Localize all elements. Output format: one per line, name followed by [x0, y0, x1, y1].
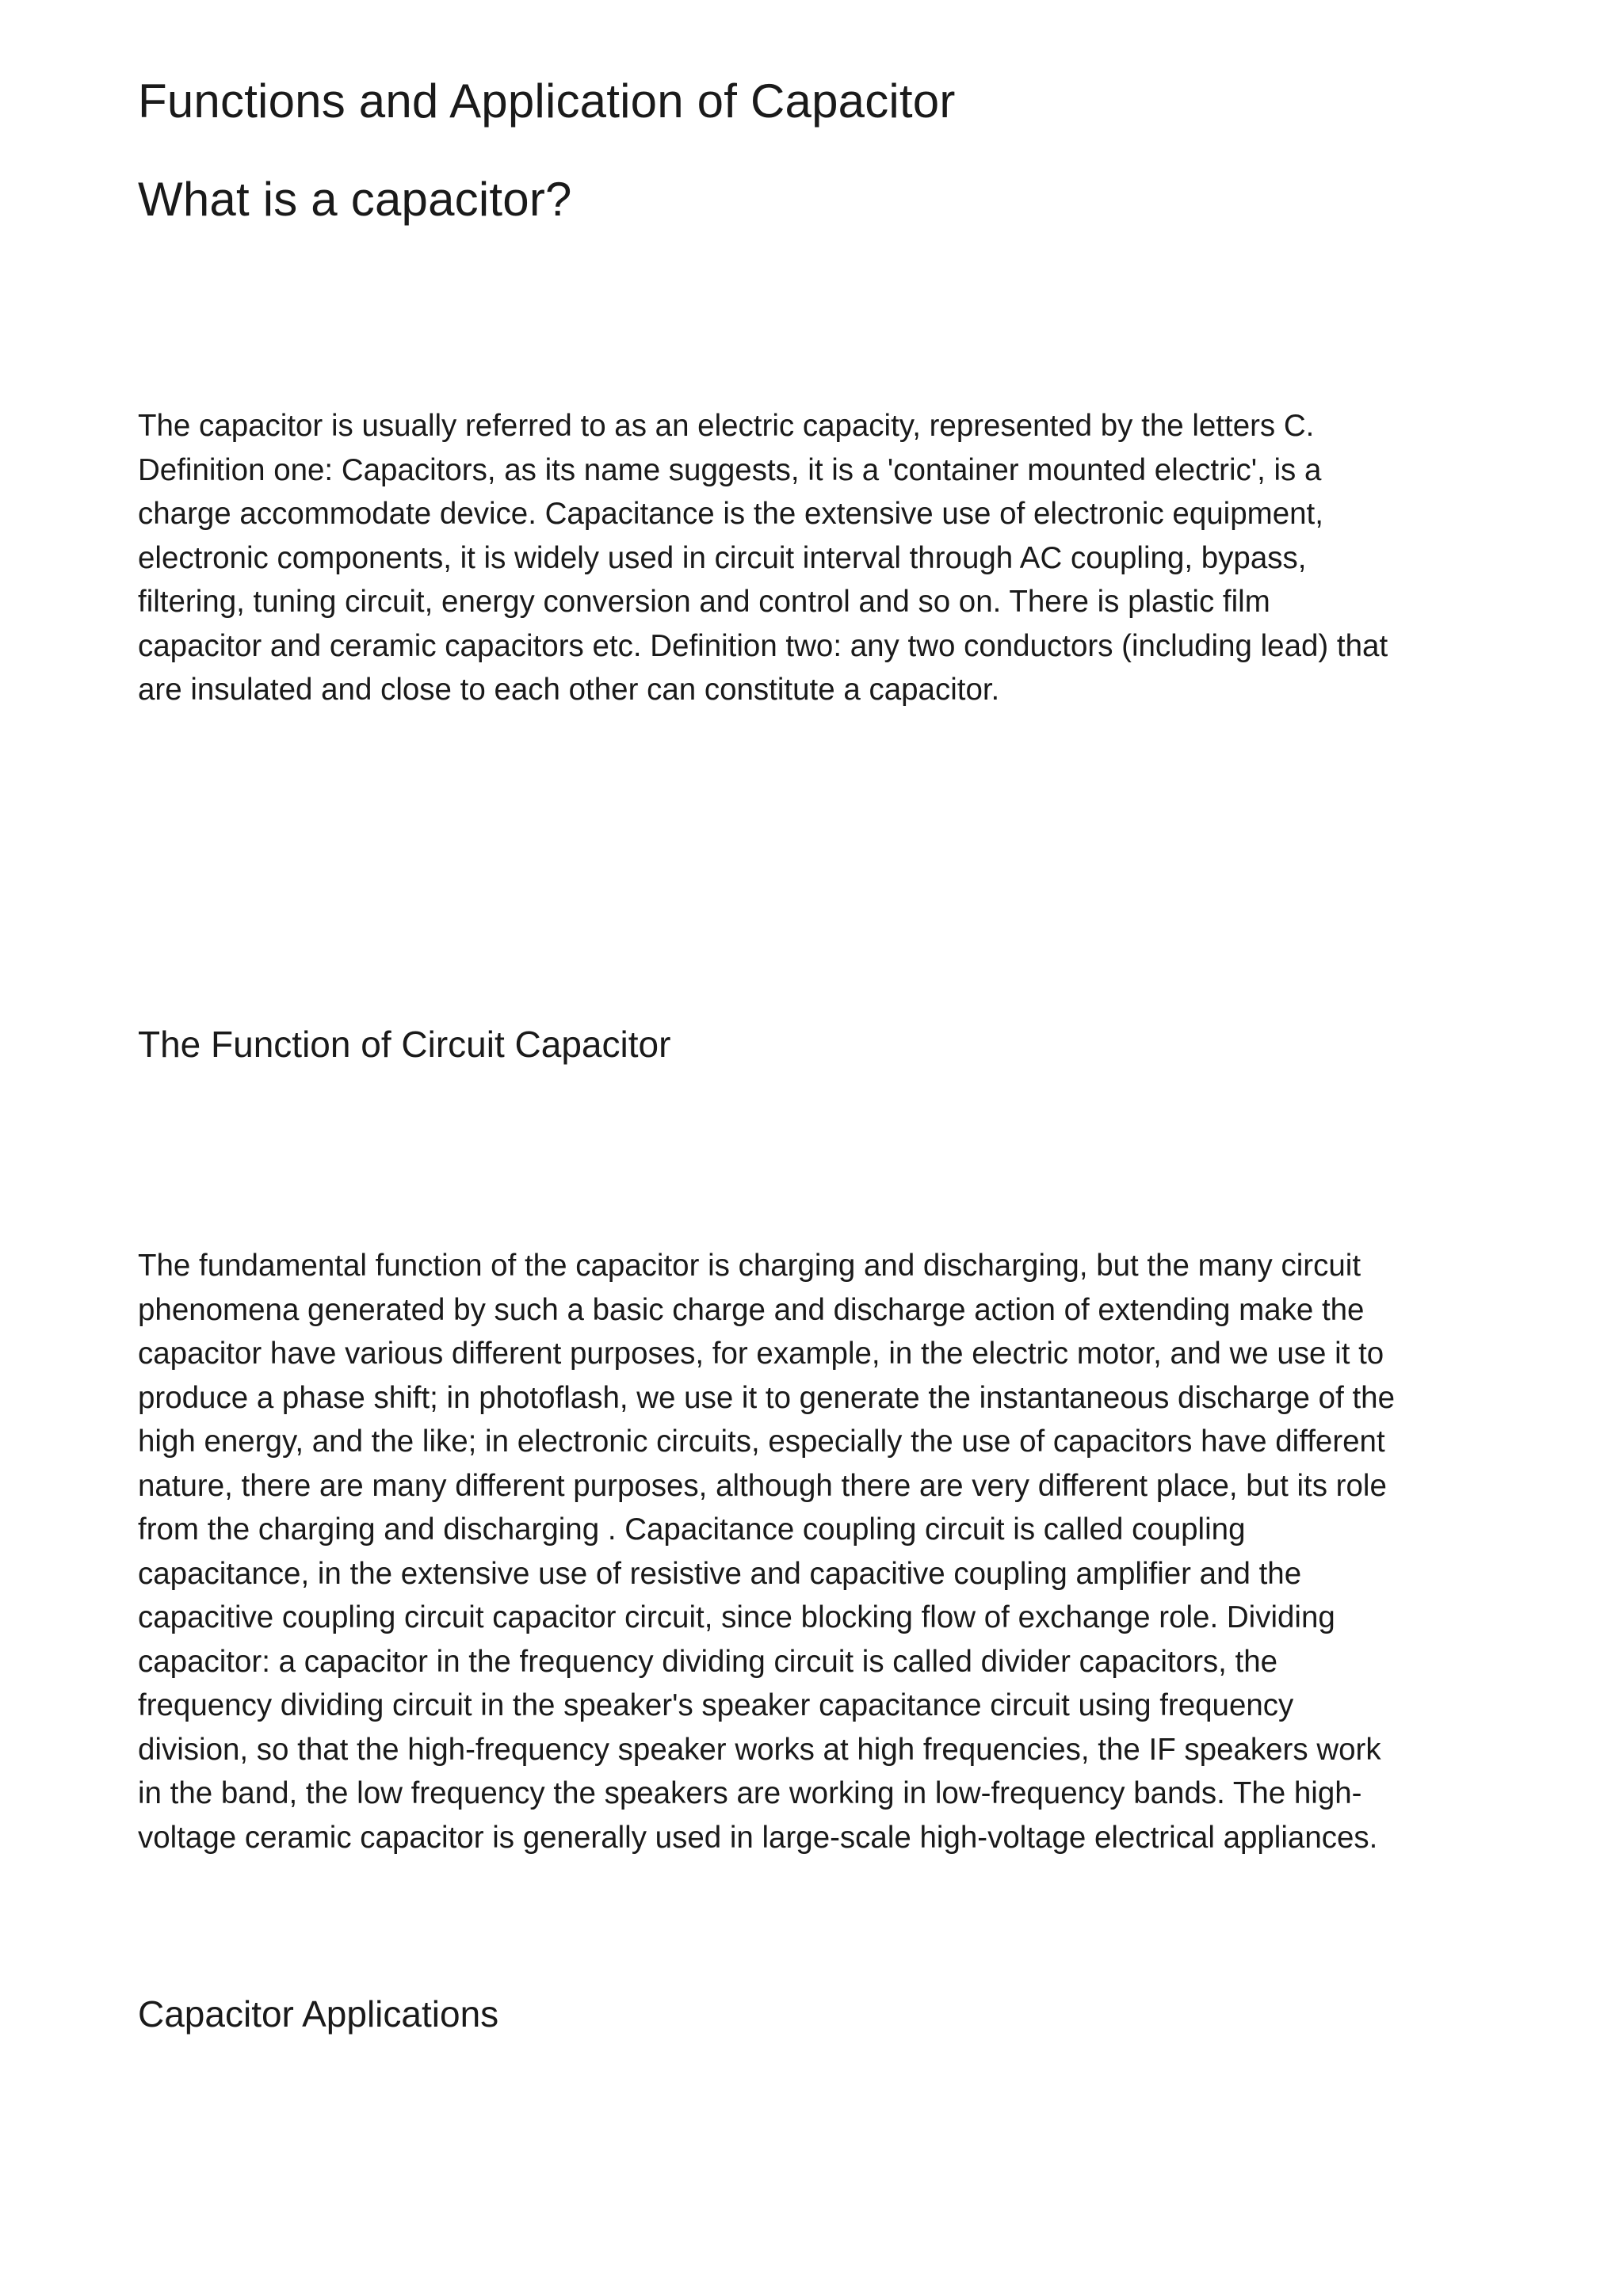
document-subtitle: What is a capacitor?	[138, 173, 572, 226]
document-title: Functions and Application of Capacitor	[138, 74, 956, 128]
section-heading-function: The Function of Circuit Capacitor	[138, 1024, 671, 1065]
function-paragraph: The fundamental function of the capacitor is charging and discharging, but the many circuit phenomena generated by such a basic charge and discharge action of extending make the capacitor have various different purposes, for example, in the electric motor, and we use it to produce a phase shift; in photoflash, we use it to generate the instantaneous discharge of the high energy, and the like; in electronic circuits, especially the use of capacitors have different nature, there are many different purposes, although there are very different place, but its role from the charging and discharging . Capacitance coupling circuit is called coupling capacitance, in the extensive use of resistive and capacitive coupling amplifier and the capacitive coupling circuit capacitor circuit, since blocking flow of exchange role. Dividing capacitor: a capacitor in the frequency dividing circuit is called divider capacitors, the frequency dividing circuit in the speaker's speaker capacitance circuit using frequency division, so that the high-frequency speaker works at high frequencies, the IF speakers work in the band, the low frequency the speakers are working in low-frequency bands. The high- voltage ceramic capacitor is generally used in large-scale high-voltage electrical appliances.	[138, 1249, 1395, 1855]
section-heading-applications: Capacitor Applications	[138, 1993, 499, 2035]
intro-paragraph: The capacitor is usually referred to as an electric capacity, represented by the letters C. Definition one: Capacitors, as its name suggests, it is a 'container mounted electric', is a charge accommodate device. Capacitance is the extensive use of electronic equipment, electronic components, it is widely used in circuit interval through AC coupling, bypass, filtering, tuning circuit, energy conversion and control and so on. There is plastic film capacitor and ceramic capacitors etc. Definition two: any two conductors (including lead) that are insulated and close to each other can constitute a capacitor.	[138, 409, 1388, 707]
